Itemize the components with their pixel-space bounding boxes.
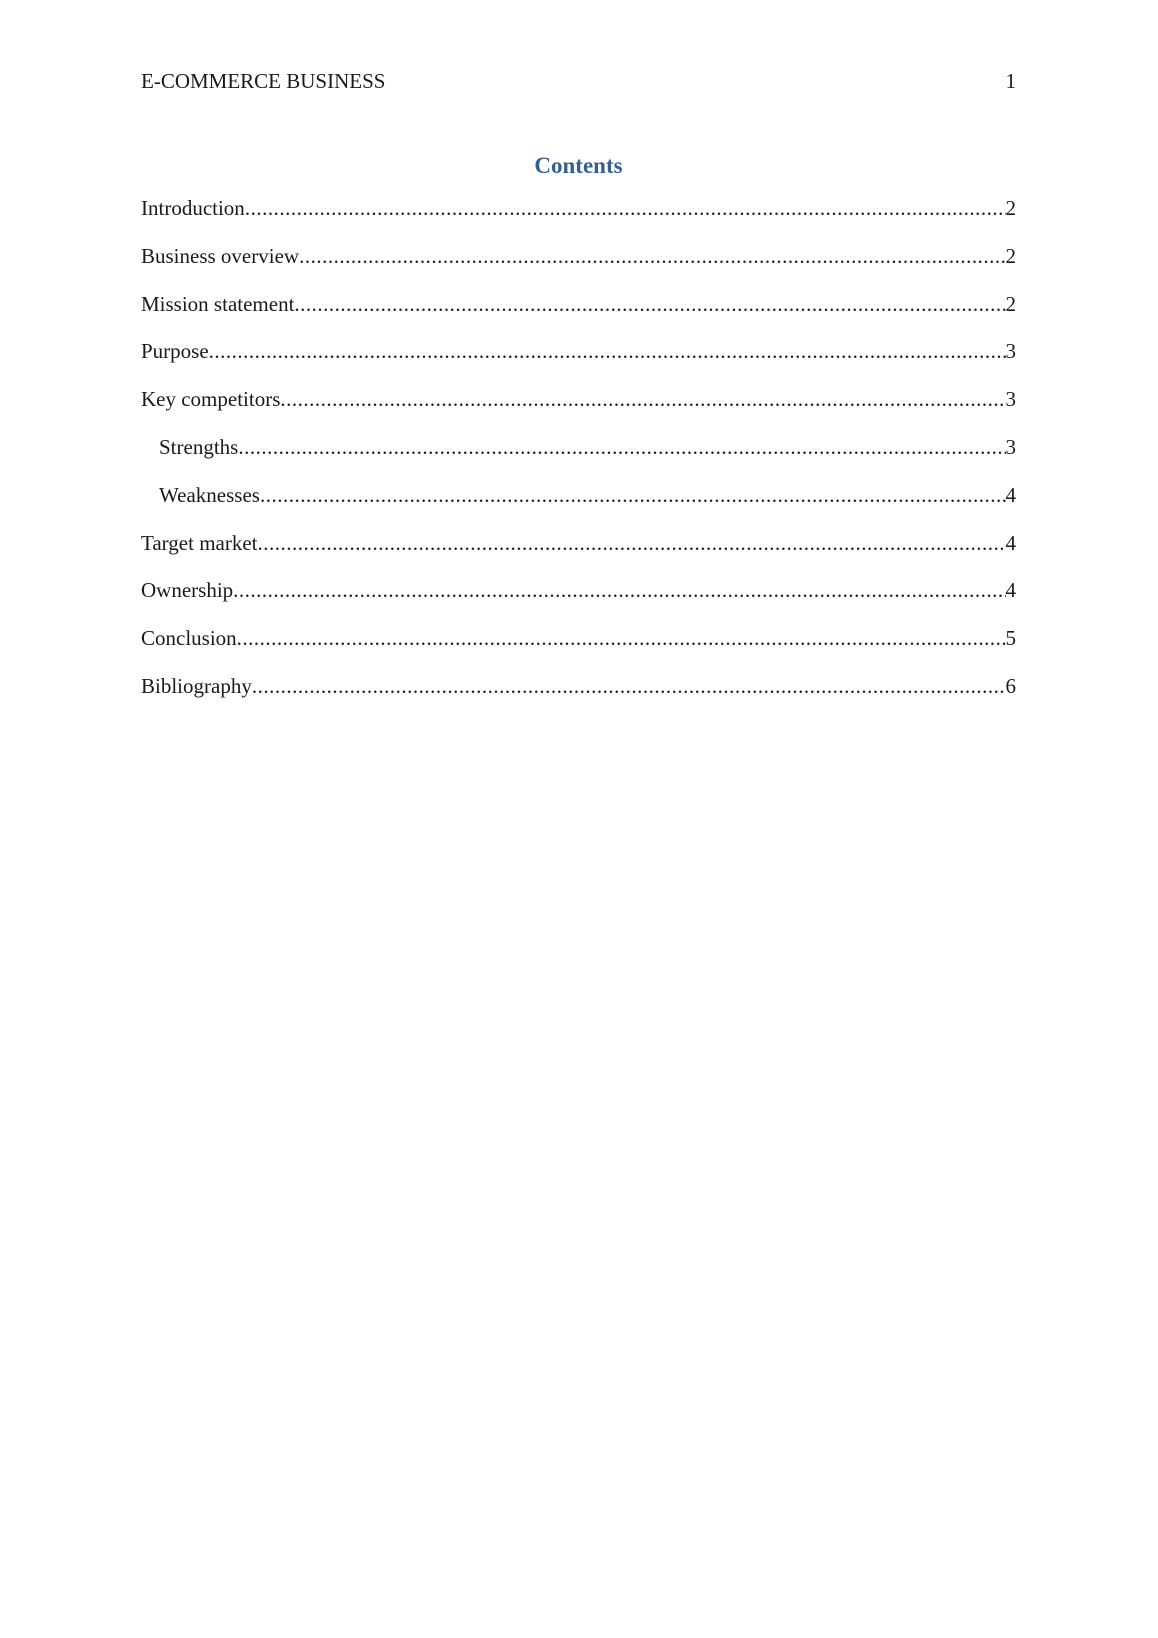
contents-heading: Contents (534, 153, 623, 178)
running-head-title: E-COMMERCE BUSINESS (141, 69, 386, 93)
toc-entry[interactable] (141, 531, 1016, 579)
toc-entry-label: Strengths (159, 434, 239, 459)
toc-entry[interactable] (141, 578, 1016, 626)
page-header (141, 67, 1016, 95)
toc-dot-leader (209, 339, 1006, 364)
toc-entry-label: Mission statement (141, 291, 295, 316)
toc-entry-page-number: 6 (1005, 673, 1016, 698)
toc-entry-page-number: 4 (1005, 578, 1016, 603)
toc-entry-label: Bibliography (141, 673, 252, 698)
toc-entry[interactable] (141, 626, 1016, 674)
toc-entry[interactable] (141, 292, 1016, 340)
toc-dot-leader (233, 578, 1005, 603)
toc-entry-label: Weaknesses (159, 482, 260, 507)
toc-entry-page-number: 3 (1005, 434, 1016, 459)
toc-dot-leader (260, 483, 1006, 508)
toc-entry[interactable] (141, 483, 1016, 531)
toc-entry-page-number: 2 (1005, 291, 1016, 316)
toc-dot-leader (280, 387, 1005, 412)
toc-entry-label: Target market (141, 530, 258, 555)
toc-entry[interactable] (141, 674, 1016, 722)
toc-entry[interactable] (141, 339, 1016, 387)
toc-entry-page-number: 4 (1005, 530, 1016, 555)
toc-dot-leader (245, 196, 1006, 221)
toc-dot-leader (294, 292, 1005, 317)
toc-entry-label: Introduction (141, 196, 245, 220)
toc-entry-page-number: 2 (1005, 196, 1016, 220)
toc-entry-label: Key competitors (141, 387, 281, 412)
page-number: 1 (1005, 69, 1016, 93)
toc-entry[interactable] (141, 244, 1016, 292)
table-of-contents (141, 196, 1016, 722)
toc-entry-page-number: 3 (1005, 339, 1016, 364)
toc-entry[interactable] (141, 387, 1016, 435)
toc-entry[interactable] (141, 435, 1016, 483)
toc-dot-leader (258, 531, 1006, 556)
toc-entry-label: Purpose (141, 339, 209, 364)
toc-dot-leader (299, 244, 1005, 269)
toc-entry-label: Ownership (141, 578, 234, 603)
toc-entry-page-number: 3 (1005, 387, 1016, 412)
toc-entry-label: Business overview (141, 243, 300, 268)
toc-dot-leader (238, 435, 1005, 460)
toc-dot-leader (252, 674, 1006, 699)
toc-entry-page-number: 4 (1005, 482, 1016, 507)
toc-dot-leader (237, 626, 1006, 651)
toc-entry[interactable] (141, 196, 1016, 244)
toc-entry-page-number: 2 (1005, 243, 1016, 268)
toc-entry-label: Conclusion (141, 626, 237, 651)
toc-entry-page-number: 5 (1005, 626, 1016, 651)
